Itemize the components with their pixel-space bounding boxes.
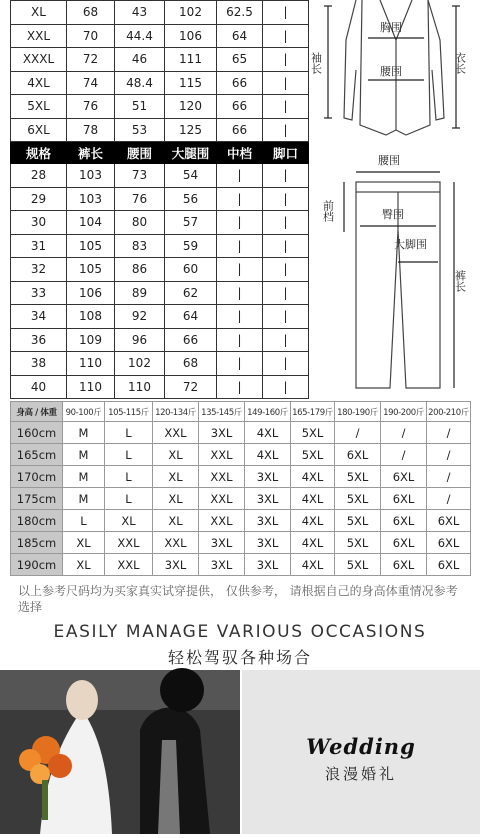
- size-row: [11, 554, 471, 576]
- table-cell: 74: [67, 71, 115, 95]
- table-cell: 4XL: [291, 466, 335, 488]
- table-cell: |: [263, 95, 309, 119]
- table-cell: 57: [165, 211, 217, 235]
- table-cell: 104: [67, 211, 115, 235]
- table-cell: 6XL: [427, 554, 471, 576]
- table-cell: 190-200斤: [381, 402, 427, 422]
- table-cell: 33: [11, 281, 67, 305]
- table-cell: 80: [115, 211, 165, 235]
- table-cell: /: [335, 422, 381, 444]
- table-cell: 32: [11, 258, 67, 282]
- table-cell: 86: [115, 258, 165, 282]
- table-cell: |: [263, 24, 309, 48]
- table-cell: 96: [115, 328, 165, 352]
- table-cell: 43: [115, 1, 165, 25]
- table-cell: 106: [67, 281, 115, 305]
- table-cell: 5XL: [291, 422, 335, 444]
- occasions-heading-en: EASILY MANAGE VARIOUS OCCASIONS: [53, 622, 427, 642]
- table-cell: 4XL: [245, 444, 291, 466]
- table-cell: XL: [63, 532, 105, 554]
- table-cell: 108: [67, 305, 115, 329]
- table-cell: 3XL: [245, 510, 291, 532]
- height-weight-size-chart: [10, 401, 471, 576]
- table-cell: 5XL: [335, 554, 381, 576]
- table-cell: 28: [11, 164, 67, 188]
- table-cell: 66: [217, 71, 263, 95]
- table-cell: 5XL: [335, 466, 381, 488]
- table-cell: 5XL: [291, 444, 335, 466]
- table-cell: 5XL: [335, 488, 381, 510]
- table-cell: |: [217, 234, 263, 258]
- table-cell: XXL: [199, 488, 245, 510]
- wedding-photo: [0, 670, 240, 834]
- table-cell: 76: [115, 187, 165, 211]
- table-cell: 3XL: [245, 554, 291, 576]
- table-cell: 4XL: [291, 532, 335, 554]
- table-cell: 6XL: [335, 444, 381, 466]
- table-cell: 规格: [11, 142, 67, 164]
- table-cell: 6XL: [381, 510, 427, 532]
- table-cell: |: [217, 187, 263, 211]
- table-cell: M: [63, 444, 105, 466]
- table-cell: /: [381, 422, 427, 444]
- table-cell: |: [217, 211, 263, 235]
- pants-header-row: [11, 142, 309, 164]
- table-cell: L: [105, 422, 153, 444]
- table-cell: 59: [165, 234, 217, 258]
- pants-size-row: [11, 305, 309, 329]
- table-cell: 3XL: [199, 554, 245, 576]
- pants-size-row: [11, 352, 309, 376]
- jacket-size-row: [11, 1, 309, 25]
- size-row: [11, 422, 471, 444]
- table-cell: XL: [153, 510, 199, 532]
- table-cell: 66: [217, 95, 263, 119]
- table-cell: 31: [11, 234, 67, 258]
- wedding-title-en: Wedding: [306, 734, 416, 759]
- table-cell: 65: [217, 48, 263, 72]
- table-cell: 200-210斤: [427, 402, 471, 422]
- table-cell: 中档: [217, 142, 263, 164]
- chest-label: 胸围: [380, 21, 402, 34]
- table-cell: 脚口: [263, 142, 309, 164]
- table-cell: |: [263, 211, 309, 235]
- table-cell: 66: [217, 118, 263, 142]
- table-cell: 51: [115, 95, 165, 119]
- table-cell: |: [263, 187, 309, 211]
- table-cell: |: [263, 1, 309, 25]
- size-note: 以上参考尺码均为买家真实试穿提供， 仅供参考， 请根据自己的身高体重情况参考选择: [18, 584, 458, 614]
- table-cell: 73: [115, 164, 165, 188]
- table-cell: 大腿围: [165, 142, 217, 164]
- table-cell: 180cm: [11, 510, 63, 532]
- table-cell: XXL: [199, 466, 245, 488]
- table-cell: M: [63, 488, 105, 510]
- table-cell: |: [263, 258, 309, 282]
- pants-size-row: [11, 211, 309, 235]
- table-cell: |: [263, 164, 309, 188]
- sleeve-label: 袖长: [309, 52, 323, 74]
- table-cell: /: [427, 488, 471, 510]
- table-cell: 111: [165, 48, 217, 72]
- table-cell: 64: [165, 305, 217, 329]
- table-cell: 4XL: [291, 510, 335, 532]
- length-label: 衣长: [453, 52, 467, 74]
- table-cell: 115: [165, 71, 217, 95]
- table-cell: /: [427, 466, 471, 488]
- table-cell: 46: [115, 48, 165, 72]
- pants-size-row: [11, 187, 309, 211]
- table-cell: 3XL: [153, 554, 199, 576]
- table-cell: 6XL: [427, 532, 471, 554]
- pants-size-row: [11, 164, 309, 188]
- hem-label: 大脚围: [394, 238, 427, 251]
- table-cell: 3XL: [199, 422, 245, 444]
- table-cell: XXXL: [11, 48, 67, 72]
- size-row: [11, 488, 471, 510]
- table-cell: |: [263, 71, 309, 95]
- table-cell: M: [63, 466, 105, 488]
- jacket-size-row: [11, 118, 309, 142]
- table-cell: 3XL: [245, 488, 291, 510]
- table-cell: XXL: [199, 510, 245, 532]
- table-cell: 110: [115, 375, 165, 399]
- table-cell: 180-190斤: [335, 402, 381, 422]
- table-cell: 66: [165, 328, 217, 352]
- table-cell: 83: [115, 234, 165, 258]
- table-cell: |: [263, 281, 309, 305]
- pants-size-row: [11, 258, 309, 282]
- occasions-heading-cn: 轻松驾驭各种场合: [167, 648, 312, 667]
- table-cell: 135-145斤: [199, 402, 245, 422]
- table-cell: 105: [67, 234, 115, 258]
- table-cell: 6XL: [427, 510, 471, 532]
- table-cell: /: [427, 422, 471, 444]
- table-cell: 165-179斤: [291, 402, 335, 422]
- table-cell: XXL: [105, 554, 153, 576]
- jacket-size-row: [11, 71, 309, 95]
- table-cell: 裤长: [67, 142, 115, 164]
- table-cell: 105: [67, 258, 115, 282]
- rise-label: 前档: [321, 200, 335, 222]
- table-cell: 腰围: [115, 142, 165, 164]
- table-cell: 185cm: [11, 532, 63, 554]
- table-cell: |: [263, 305, 309, 329]
- table-cell: 4XL: [291, 488, 335, 510]
- pants-length-label: 裤长: [453, 270, 467, 292]
- table-cell: |: [263, 118, 309, 142]
- table-cell: |: [217, 305, 263, 329]
- table-cell: |: [217, 352, 263, 376]
- table-cell: 3XL: [245, 466, 291, 488]
- table-cell: 5XL: [11, 95, 67, 119]
- table-cell: 62.5: [217, 1, 263, 25]
- table-cell: 4XL: [291, 554, 335, 576]
- table-cell: 110: [67, 352, 115, 376]
- size-measurement-table: [10, 0, 309, 399]
- jacket-size-row: [11, 95, 309, 119]
- table-cell: 120-134斤: [153, 402, 199, 422]
- table-cell: 110: [67, 375, 115, 399]
- table-cell: 身高 / 体重: [11, 402, 63, 422]
- table-cell: XXL: [153, 532, 199, 554]
- table-cell: 3XL: [199, 532, 245, 554]
- table-cell: 165cm: [11, 444, 63, 466]
- table-cell: |: [217, 281, 263, 305]
- table-cell: XL: [63, 554, 105, 576]
- table-cell: 44.4: [115, 24, 165, 48]
- table-cell: 70: [67, 24, 115, 48]
- table-cell: 190cm: [11, 554, 63, 576]
- table-cell: 68: [165, 352, 217, 376]
- table-cell: /: [427, 444, 471, 466]
- table-cell: |: [263, 352, 309, 376]
- table-cell: 4XL: [245, 422, 291, 444]
- table-cell: L: [63, 510, 105, 532]
- table-cell: 4XL: [11, 71, 67, 95]
- table-cell: 78: [67, 118, 115, 142]
- table-cell: 72: [165, 375, 217, 399]
- table-cell: XL: [11, 1, 67, 25]
- table-cell: 40: [11, 375, 67, 399]
- table-cell: |: [263, 375, 309, 399]
- table-cell: 38: [11, 352, 67, 376]
- table-cell: 68: [67, 1, 115, 25]
- pants-size-row: [11, 328, 309, 352]
- table-cell: 48.4: [115, 71, 165, 95]
- jacket-diagram: [309, 0, 476, 135]
- table-cell: 54: [165, 164, 217, 188]
- table-cell: 125: [165, 118, 217, 142]
- table-cell: 6XL: [11, 118, 67, 142]
- table-cell: 102: [165, 1, 217, 25]
- table-cell: XL: [153, 466, 199, 488]
- table-cell: XXL: [199, 444, 245, 466]
- table-cell: L: [105, 444, 153, 466]
- pants-waist-label: 腰围: [378, 154, 400, 167]
- table-cell: 89: [115, 281, 165, 305]
- table-cell: 149-160斤: [245, 402, 291, 422]
- table-cell: XL: [105, 510, 153, 532]
- hip-label: 臀围: [382, 208, 404, 221]
- table-cell: XXL: [153, 422, 199, 444]
- table-cell: M: [63, 422, 105, 444]
- size-row: [11, 532, 471, 554]
- jacket-size-row: [11, 24, 309, 48]
- size-row: [11, 444, 471, 466]
- table-cell: 92: [115, 305, 165, 329]
- table-cell: |: [263, 328, 309, 352]
- table-cell: 62: [165, 281, 217, 305]
- wedding-title-cn: 浪漫婚礼: [324, 765, 397, 783]
- table-cell: 109: [67, 328, 115, 352]
- table-cell: XL: [153, 444, 199, 466]
- table-cell: L: [105, 466, 153, 488]
- waist-label: 腰围: [380, 65, 402, 78]
- table-cell: L: [105, 488, 153, 510]
- table-cell: 34: [11, 305, 67, 329]
- table-cell: 160cm: [11, 422, 63, 444]
- table-cell: 90-100斤: [63, 402, 105, 422]
- table-cell: 60: [165, 258, 217, 282]
- table-cell: 6XL: [381, 532, 427, 554]
- table-cell: |: [217, 258, 263, 282]
- table-cell: 6XL: [381, 466, 427, 488]
- table-cell: |: [217, 375, 263, 399]
- table-cell: XXL: [105, 532, 153, 554]
- table-cell: 76: [67, 95, 115, 119]
- table-cell: 3XL: [245, 532, 291, 554]
- table-cell: 105-115斤: [105, 402, 153, 422]
- table-cell: 56: [165, 187, 217, 211]
- table-cell: 5XL: [335, 510, 381, 532]
- wedding-panel: [242, 670, 480, 834]
- table-cell: |: [217, 328, 263, 352]
- table-cell: 29: [11, 187, 67, 211]
- size-row: [11, 466, 471, 488]
- table-cell: /: [381, 444, 427, 466]
- table-cell: 120: [165, 95, 217, 119]
- pants-size-row: [11, 281, 309, 305]
- table-cell: 106: [165, 24, 217, 48]
- table-cell: 6XL: [381, 488, 427, 510]
- table-cell: 53: [115, 118, 165, 142]
- pants-size-row: [11, 375, 309, 399]
- table-cell: XL: [153, 488, 199, 510]
- table-cell: 102: [115, 352, 165, 376]
- table-cell: 5XL: [335, 532, 381, 554]
- table-cell: 175cm: [11, 488, 63, 510]
- table-cell: |: [217, 164, 263, 188]
- pants-size-row: [11, 234, 309, 258]
- size-header-row: [11, 402, 471, 422]
- table-cell: XXL: [11, 24, 67, 48]
- table-cell: 30: [11, 211, 67, 235]
- table-cell: |: [263, 234, 309, 258]
- table-cell: |: [263, 48, 309, 72]
- pants-diagram: [321, 150, 476, 395]
- table-cell: 6XL: [381, 554, 427, 576]
- size-row: [11, 510, 471, 532]
- table-cell: 170cm: [11, 466, 63, 488]
- jacket-size-row: [11, 48, 309, 72]
- table-cell: 103: [67, 187, 115, 211]
- table-cell: 64: [217, 24, 263, 48]
- table-cell: 36: [11, 328, 67, 352]
- table-cell: 103: [67, 164, 115, 188]
- table-cell: 72: [67, 48, 115, 72]
